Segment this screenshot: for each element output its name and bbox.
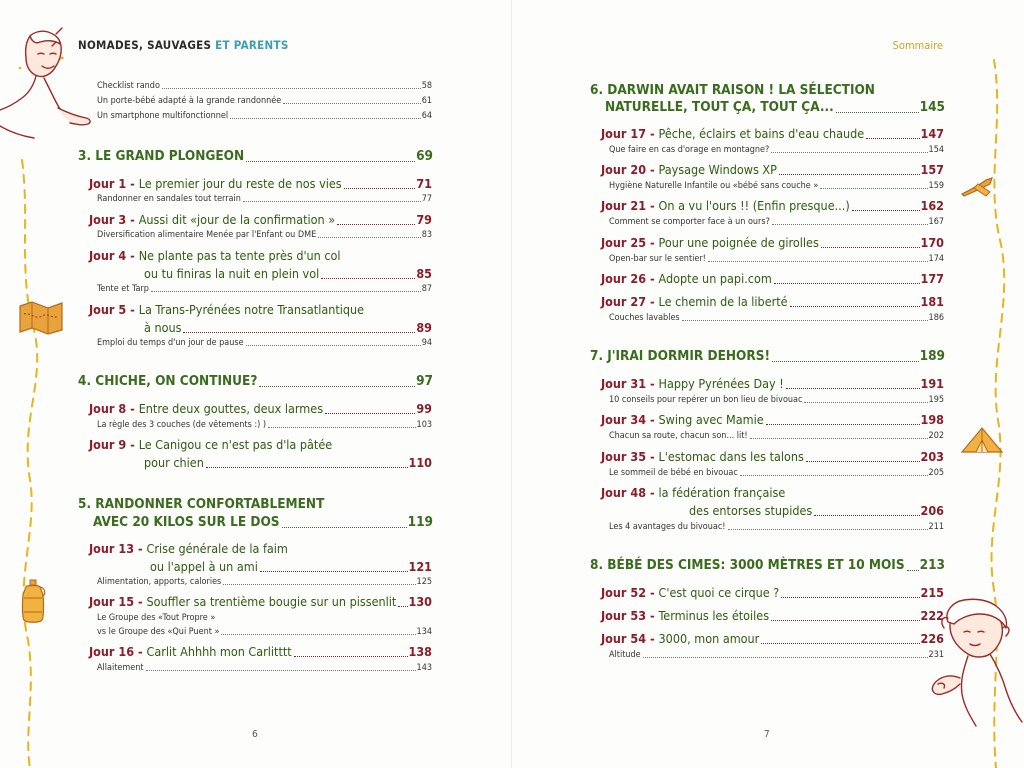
toc-day-entry[interactable] xyxy=(89,593,432,610)
toc-chapter[interactable] xyxy=(590,348,945,365)
day-title-cont: ou tu finiras la nuit en plein vol xyxy=(144,266,320,281)
day-title: Le Canigou ce n'est pas d'la pâtée xyxy=(138,437,333,452)
chapter-title-cont: NATURELLE, TOUT ÇA, TOUT ÇA... xyxy=(605,99,834,115)
day-page: 226 xyxy=(920,631,944,646)
day-page: 215 xyxy=(920,585,944,600)
day-page: 147 xyxy=(920,126,944,141)
day-page: 198 xyxy=(920,412,944,427)
day-label: Jour 48 - xyxy=(601,485,659,500)
toc-subentry[interactable] xyxy=(97,230,432,240)
day-label: Jour 5 - xyxy=(89,302,139,317)
chapter-page: 97 xyxy=(416,373,433,389)
day-label: Jour 13 - xyxy=(89,541,147,556)
day-label: Jour 54 - xyxy=(601,631,659,646)
chapter-title: 8. BÉBÉ DES CIMES: 3000 MÈTRES ET 10 MOIS xyxy=(590,557,905,573)
toc-day-entry[interactable] xyxy=(601,161,944,178)
entry-title: Comment se comporter face à un ours? xyxy=(609,217,770,227)
day-page: 191 xyxy=(920,376,944,391)
chapter-page: 145 xyxy=(919,99,945,115)
chapter-page: 213 xyxy=(919,557,945,573)
toc-subentry[interactable] xyxy=(609,431,944,441)
toc-subentry[interactable] xyxy=(97,194,432,204)
toc-subentry[interactable] xyxy=(609,217,944,227)
toc-day-entry[interactable] xyxy=(601,411,944,428)
day-page: 138 xyxy=(408,644,432,659)
entry-page: 125 xyxy=(416,577,432,587)
day-title: Pour une poignée de girolles xyxy=(658,235,819,250)
day-label: Jour 16 - xyxy=(89,644,147,659)
book-title-main: NOMADES, SAUVAGES xyxy=(78,38,216,52)
toc-subentry[interactable] xyxy=(609,145,944,155)
entry-title: Hygiène Naturelle Infantile ou «bébé sans couche » xyxy=(609,181,819,191)
toc-subentry[interactable] xyxy=(609,313,944,323)
hiker-man-pointing-icon xyxy=(0,28,95,168)
toc-chapter-cont[interactable] xyxy=(93,514,433,531)
day-title: Ne plante pas ta tente près d'un col xyxy=(138,248,341,263)
day-page: 85 xyxy=(416,266,432,281)
hiker-woman-icon xyxy=(930,598,1024,728)
toc-subentry[interactable] xyxy=(97,613,432,623)
day-label: Jour 17 - xyxy=(601,126,659,141)
entry-title: Randonner en sandales tout terrain xyxy=(97,194,241,204)
entry-title: Le sommeil de bébé en bivouac xyxy=(609,468,738,478)
entry-title: Que faire en cas d'orage en montagne? xyxy=(609,145,770,155)
day-title: Swing avec Mamie xyxy=(658,412,764,427)
day-page: 203 xyxy=(920,449,944,464)
day-label: Jour 26 - xyxy=(601,271,659,286)
toc-day-entry[interactable] xyxy=(601,607,944,624)
entry-title: Altitude xyxy=(609,650,641,660)
entry-page: 195 xyxy=(928,395,944,405)
day-page: 206 xyxy=(920,503,944,518)
day-page: 222 xyxy=(920,608,944,623)
toc-day-entry[interactable] xyxy=(89,247,432,264)
toc-subentry[interactable] xyxy=(97,96,432,106)
day-title: On a vu l'ours !! (Enfin presque...) xyxy=(658,198,850,213)
entry-title: Emploi du temps d'un jour de pause xyxy=(97,338,244,348)
entry-title: Le Groupe des «Tout Propre » xyxy=(97,613,216,623)
entry-page: 174 xyxy=(928,254,944,264)
day-page: 99 xyxy=(416,401,432,416)
toc-day-entry[interactable] xyxy=(601,293,944,310)
day-label: Jour 34 - xyxy=(601,412,659,427)
chapter-title-cont: AVEC 20 KILOS SUR LE DOS xyxy=(93,514,280,530)
toc-subentry[interactable] xyxy=(97,111,432,121)
toc-subentry[interactable] xyxy=(97,81,432,91)
day-label: Jour 52 - xyxy=(601,585,659,600)
day-label: Jour 27 - xyxy=(601,294,659,309)
page-number-left: 6 xyxy=(252,729,258,740)
toc-day-entry-cont[interactable] xyxy=(144,319,432,336)
chapter-page: 69 xyxy=(416,148,433,164)
day-page: 181 xyxy=(920,294,944,309)
toc-day-entry[interactable] xyxy=(601,584,944,601)
day-title-cont: à nous xyxy=(144,320,182,335)
toc-day-entry-cont[interactable] xyxy=(689,502,944,519)
toc-day-entry[interactable] xyxy=(89,175,432,192)
entry-page: 61 xyxy=(421,96,432,106)
toc-day-entry[interactable] xyxy=(601,270,944,287)
toc-subentry[interactable] xyxy=(97,284,432,294)
day-page: 157 xyxy=(920,162,944,177)
entry-page: 202 xyxy=(928,431,944,441)
toc-day-entry-cont[interactable] xyxy=(144,265,432,282)
map-icon xyxy=(18,300,64,336)
entry-page: 154 xyxy=(928,145,944,155)
entry-page: 159 xyxy=(928,181,944,191)
day-label: Jour 31 - xyxy=(601,376,659,391)
day-label: Jour 20 - xyxy=(601,162,659,177)
book-title-accent: ET PARENTS xyxy=(215,38,289,52)
day-page: 89 xyxy=(416,320,432,335)
entry-title: Un porte-bébé adapté à la grande randonnée xyxy=(97,96,282,106)
day-page: 110 xyxy=(408,455,432,470)
toc-subentry[interactable] xyxy=(609,650,944,660)
day-title: la fédération française xyxy=(658,485,786,500)
day-page: 121 xyxy=(408,559,432,574)
day-label: Jour 25 - xyxy=(601,235,659,250)
entry-title: Tente et Tarp xyxy=(97,284,149,294)
section-title: Sommaire xyxy=(892,39,943,52)
toc-subentry[interactable] xyxy=(609,522,944,532)
entry-page: 231 xyxy=(928,650,944,660)
entry-page: 94 xyxy=(421,338,432,348)
entry-title: Checklist rando xyxy=(97,81,160,91)
day-label: Jour 1 - xyxy=(89,176,139,191)
toc-subentry[interactable] xyxy=(609,468,944,478)
day-title: Happy Pyrénées Day ! xyxy=(658,376,784,391)
book-title xyxy=(78,38,289,52)
entry-title: Les 4 avantages du bivouac! xyxy=(609,522,726,532)
entry-page: 205 xyxy=(928,468,944,478)
entry-page: 64 xyxy=(421,111,432,121)
entry-title: Alimentation, apports, calories xyxy=(97,577,222,587)
day-label: Jour 53 - xyxy=(601,608,659,623)
entry-page: 58 xyxy=(421,81,432,91)
day-page: 79 xyxy=(416,212,432,227)
toc-subentry[interactable] xyxy=(609,181,944,191)
toc-day-entry[interactable] xyxy=(601,484,944,501)
day-page: 170 xyxy=(920,235,944,250)
day-title: Crise générale de la faim xyxy=(146,541,288,556)
day-page: 130 xyxy=(408,594,432,609)
entry-title: La règle des 3 couches (de vêtements :) ) xyxy=(97,420,267,430)
toc-day-entry[interactable] xyxy=(601,234,944,251)
day-title: Le chemin de la liberté xyxy=(658,294,788,309)
entry-title: Un smartphone multifonctionnel xyxy=(97,111,229,121)
day-title-cont: des entorses stupides xyxy=(689,503,813,518)
day-title: Pêche, éclairs et bains d'eau chaude xyxy=(658,126,865,141)
entry-title: 10 conseils pour repérer un bon lieu de bivouac xyxy=(609,395,803,405)
toc-subentry[interactable] xyxy=(609,395,944,405)
entry-title: Couches lavables xyxy=(609,313,680,323)
day-title: La Trans-Pyrénées notre Transatlantique xyxy=(138,302,365,317)
entry-page: 143 xyxy=(416,663,432,673)
toc-chapter-cont[interactable] xyxy=(605,99,945,116)
day-title: Adopte un papi.com xyxy=(658,271,772,286)
toc-day-entry[interactable] xyxy=(89,211,432,228)
chapter-title: 5. RANDONNER CONFORTABLEMENT xyxy=(78,496,325,512)
day-label: Jour 15 - xyxy=(89,594,147,609)
toc-subentry[interactable] xyxy=(609,254,944,264)
toc-subentry-cont[interactable] xyxy=(97,627,432,637)
toc-subentry[interactable] xyxy=(97,338,432,348)
entry-page: 77 xyxy=(421,194,432,204)
day-title: Le premier jour du reste de nos vies xyxy=(138,176,342,191)
page-number-right: 7 xyxy=(764,729,770,740)
chapter-title: 6. DARWIN AVAIT RAISON ! LA SÉLECTION xyxy=(590,82,875,98)
entry-page: 87 xyxy=(421,284,432,294)
day-title: Aussi dit «jour de la confirmation » xyxy=(138,212,336,227)
toc-day-entry[interactable] xyxy=(89,643,432,660)
day-page: 71 xyxy=(416,176,432,191)
day-title-cont: ou l'appel à un ami xyxy=(150,559,258,574)
knife-icon xyxy=(960,176,996,198)
day-title: Terminus les étoiles xyxy=(658,608,770,623)
chapter-page: 119 xyxy=(407,514,433,530)
toc-day-entry[interactable] xyxy=(89,301,432,318)
toc-subentry[interactable] xyxy=(97,577,432,587)
toc-chapter[interactable] xyxy=(78,148,433,165)
toc-day-entry-cont[interactable] xyxy=(150,558,432,575)
tent-icon xyxy=(960,426,1004,454)
entry-title: Diversification alimentaire Menée par l'Enfant ou DME xyxy=(97,230,317,240)
day-title: 3000, mon amour xyxy=(658,631,760,646)
toc-chapter[interactable] xyxy=(590,557,945,574)
toc-day-entry[interactable] xyxy=(601,197,944,214)
toc-day-entry[interactable] xyxy=(89,540,432,557)
chapter-title: 3. LE GRAND PLONGEON xyxy=(78,148,245,164)
water-bottle-icon xyxy=(18,578,48,624)
day-label: Jour 35 - xyxy=(601,449,659,464)
toc-day-entry[interactable] xyxy=(89,400,432,417)
day-title: Paysage Windows XP xyxy=(658,162,777,177)
toc-day-entry[interactable] xyxy=(89,436,432,453)
chapter-title: 4. CHICHE, ON CONTINUE? xyxy=(78,373,258,389)
toc-subentry[interactable] xyxy=(97,663,432,673)
toc-day-entry[interactable] xyxy=(601,125,944,142)
entry-title: Allaitement xyxy=(97,663,144,673)
toc-day-entry-cont[interactable] xyxy=(144,454,432,471)
entry-page: 83 xyxy=(421,230,432,240)
right-page xyxy=(512,0,1024,768)
toc-chapter[interactable] xyxy=(590,82,945,99)
chapter-title: 7. J'IRAI DORMIR DEHORS! xyxy=(590,348,770,364)
day-label: Jour 21 - xyxy=(601,198,659,213)
entry-page: 103 xyxy=(416,420,432,430)
toc-day-entry[interactable] xyxy=(601,630,944,647)
toc-day-entry[interactable] xyxy=(601,448,944,465)
entry-title-cont: vs le Groupe des «Qui Puent » xyxy=(97,627,220,637)
day-label: Jour 4 - xyxy=(89,248,139,263)
day-title-cont: pour chien xyxy=(144,455,204,470)
entry-title: Chacun sa route, chacun son... lit! xyxy=(609,431,748,441)
entry-title: Open-bar sur le sentier! xyxy=(609,254,706,264)
day-title: Entre deux gouttes, deux larmes xyxy=(138,401,324,416)
day-label: Jour 8 - xyxy=(89,401,139,416)
day-title: Souffler sa trentième bougie sur un pissenlit xyxy=(146,594,397,609)
day-title: L'estomac dans les talons xyxy=(658,449,804,464)
toc-chapter[interactable] xyxy=(78,373,433,390)
entry-page: 167 xyxy=(928,217,944,227)
entry-page: 211 xyxy=(928,522,944,532)
toc-chapter[interactable] xyxy=(78,496,433,513)
entry-page: 134 xyxy=(416,627,432,637)
entry-page: 186 xyxy=(928,313,944,323)
day-page: 177 xyxy=(920,271,944,286)
toc-day-entry[interactable] xyxy=(601,375,944,392)
chapter-page: 189 xyxy=(919,348,945,364)
day-title: Carlit Ahhhh mon Carlitttt xyxy=(146,644,292,659)
day-label: Jour 9 - xyxy=(89,437,139,452)
dashed-trail-left-icon xyxy=(0,160,60,768)
day-page: 162 xyxy=(920,198,944,213)
day-title: C'est quoi ce cirque ? xyxy=(658,585,780,600)
day-label: Jour 3 - xyxy=(89,212,139,227)
toc-subentry[interactable] xyxy=(97,420,432,430)
